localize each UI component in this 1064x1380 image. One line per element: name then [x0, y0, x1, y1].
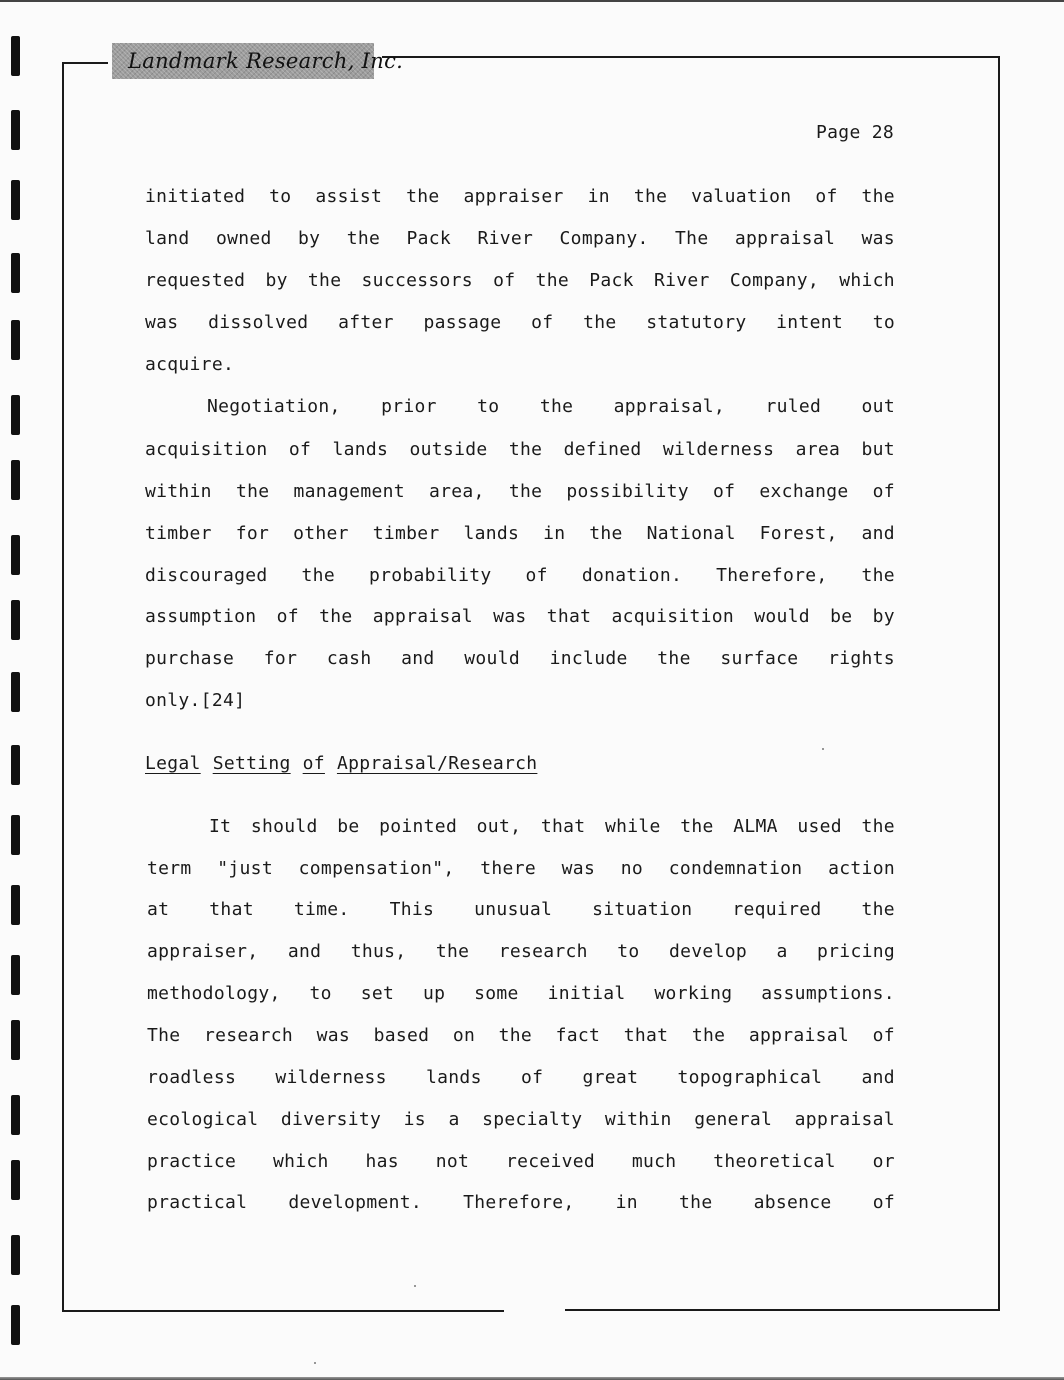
punch-mark [11, 1020, 20, 1060]
word: appraisal [372, 606, 473, 627]
word: wilderness [662, 439, 775, 460]
company-logo [112, 43, 404, 79]
word: the [861, 565, 895, 586]
word: ecological [147, 1109, 259, 1130]
word: acquisition [611, 606, 735, 627]
punch-mark [11, 1095, 20, 1135]
word: assumptions. [761, 983, 895, 1004]
word: general [694, 1109, 773, 1130]
word: Legal [145, 753, 201, 774]
word: theoretical [713, 1151, 836, 1172]
word: within [604, 1109, 672, 1130]
scan-speck [822, 748, 824, 750]
scan-speck [414, 1285, 416, 1287]
scan-speck [314, 1362, 316, 1364]
text-line [145, 480, 895, 504]
word: of [872, 1192, 895, 1213]
word: that [540, 816, 586, 837]
word: to [617, 941, 640, 962]
punch-mark [11, 395, 20, 435]
word: appraiser, [147, 941, 259, 962]
word: that [623, 1025, 669, 1046]
word: there [480, 858, 536, 879]
word: area [795, 439, 841, 460]
word: was [493, 606, 527, 627]
word: condemnation [668, 858, 803, 879]
word: in [543, 523, 566, 544]
word: appraisal [734, 228, 836, 249]
word: valuation [691, 186, 792, 207]
word: a [776, 941, 788, 962]
word: possibility [566, 481, 689, 502]
word: successors [361, 270, 473, 291]
word: Negotiation, [207, 396, 341, 417]
word: received [505, 1151, 596, 1172]
word: thus, [350, 941, 407, 962]
word: Forest, [759, 523, 838, 544]
word: in [587, 186, 610, 207]
word: dissolved [208, 312, 309, 333]
word: unusual [474, 899, 553, 920]
word: the [508, 481, 543, 502]
punch-mark [11, 745, 20, 785]
word: appraisal [794, 1109, 895, 1130]
word: specialty [482, 1109, 583, 1130]
word: was [561, 858, 596, 879]
word: Setting [212, 753, 291, 774]
word: prior [381, 396, 437, 417]
word: It [209, 816, 232, 837]
word: appraisal, [613, 396, 726, 417]
word: the [307, 270, 342, 291]
word: by [872, 606, 895, 627]
word: or [872, 1151, 895, 1172]
word: initiated [145, 186, 246, 207]
word: "just [217, 858, 273, 879]
word: diversity [280, 1109, 382, 1130]
word: of [872, 481, 895, 502]
word: the [539, 396, 574, 417]
text-line [145, 605, 895, 629]
word: practical [147, 1192, 248, 1213]
word: the [301, 565, 335, 586]
word: cash [326, 648, 372, 669]
word: probability [369, 565, 492, 586]
word: to [309, 983, 332, 1004]
word: area, [429, 481, 485, 502]
text-line [145, 269, 895, 293]
word: be [830, 606, 853, 627]
word: assumption [145, 606, 257, 627]
word: acquisition [145, 439, 268, 460]
word: assist [315, 186, 383, 207]
word: rights [828, 648, 895, 669]
word: initial [547, 983, 626, 1004]
company-logo-text: Landmark Research, Inc. [128, 49, 404, 73]
text-line [147, 1191, 895, 1215]
border-top-left-segment [62, 62, 108, 64]
word: the [679, 1192, 713, 1213]
word: required [732, 899, 822, 920]
word: management [293, 481, 405, 502]
word: Therefore, [463, 1192, 575, 1213]
word: donation. [581, 565, 683, 586]
word: statutory [646, 312, 747, 333]
word: and [861, 523, 895, 544]
word: lands [463, 523, 520, 544]
word: intent [776, 312, 843, 333]
punch-mark [11, 1305, 20, 1345]
word: ruled [765, 396, 822, 417]
word: the [498, 1025, 533, 1046]
word: some [474, 983, 519, 1004]
word: for [235, 523, 270, 544]
text-line [147, 1150, 895, 1174]
text-line [145, 647, 895, 671]
word: be [337, 816, 360, 837]
word: Appraisal/Research [336, 753, 538, 774]
word: research [203, 1025, 294, 1046]
word: of [288, 439, 312, 460]
word: the [583, 312, 617, 333]
word: Therefore, [716, 565, 828, 586]
text-line [145, 311, 895, 335]
punch-mark [11, 320, 20, 360]
word: Company. [559, 228, 649, 249]
punch-mark [11, 1160, 20, 1200]
border-bottom-right-segment [565, 1309, 1000, 1311]
text-line [147, 940, 895, 964]
word: the [508, 439, 543, 460]
word: which [839, 270, 895, 291]
word: purchase [145, 648, 235, 669]
word: Company, [729, 270, 819, 291]
word: would [464, 648, 520, 669]
word: the [589, 523, 623, 544]
word: the [861, 899, 895, 920]
word: of [815, 186, 838, 207]
word: pricing [817, 941, 895, 962]
word: situation [592, 899, 693, 920]
word: requested [145, 270, 246, 291]
border-right [998, 56, 1000, 1311]
word: was [316, 1025, 351, 1046]
word: River [477, 228, 534, 249]
word: fact [555, 1025, 601, 1046]
punch-mark [11, 815, 20, 855]
word: not [435, 1151, 470, 1172]
word: within [145, 481, 212, 502]
word: and [861, 1067, 895, 1088]
word: of [713, 481, 736, 502]
word: discouraged [145, 565, 268, 586]
text-line [147, 1024, 895, 1048]
word: the [657, 648, 691, 669]
punch-mark [11, 110, 20, 150]
word: research [498, 941, 588, 962]
word: absence [753, 1192, 832, 1213]
word: that [546, 606, 592, 627]
word: no [620, 858, 644, 879]
text-line [147, 898, 895, 922]
word: River [654, 270, 710, 291]
word: much [631, 1151, 677, 1172]
text-line [145, 185, 895, 209]
punch-mark [11, 955, 20, 995]
word: while [604, 816, 661, 837]
word: development. [288, 1192, 423, 1213]
section-heading [145, 752, 549, 776]
text-line [145, 353, 895, 377]
word: exchange [759, 481, 849, 502]
punch-mark [11, 600, 20, 640]
text-line [145, 522, 895, 546]
word: lands [426, 1067, 482, 1088]
word: used [797, 816, 842, 837]
word: should [250, 816, 318, 837]
word: practice [147, 1151, 237, 1172]
word: is [403, 1109, 426, 1130]
word: develop [669, 941, 747, 962]
punch-mark [11, 885, 20, 925]
word: Pack [406, 228, 452, 249]
word: the [633, 186, 668, 207]
word: to [872, 312, 895, 333]
word: on [452, 1025, 476, 1046]
word: the [861, 816, 895, 837]
word: great [582, 1067, 639, 1088]
scan-edge-top [0, 0, 1064, 2]
word: the [406, 186, 440, 207]
text-line [207, 395, 895, 419]
punch-mark [11, 672, 20, 712]
word: owned [215, 228, 272, 249]
text-line [209, 815, 895, 839]
word: out, [476, 816, 522, 837]
word: topographical [677, 1067, 823, 1088]
word: was [861, 228, 895, 249]
word: the [680, 816, 714, 837]
word: out [861, 396, 895, 417]
word: The [147, 1025, 181, 1046]
text-line [145, 227, 895, 251]
word: a [448, 1109, 460, 1130]
word: has [365, 1151, 399, 1172]
word: set [360, 983, 395, 1004]
word: acquire. [145, 354, 235, 375]
word: defined [563, 439, 642, 460]
text-line [147, 1066, 895, 1090]
word: to [477, 396, 500, 417]
word: the [691, 1025, 726, 1046]
page-number: Page 28 [816, 122, 894, 143]
word: surface [720, 648, 799, 669]
word: ALMA [733, 816, 778, 837]
word: of [531, 312, 554, 333]
word: was [145, 312, 179, 333]
word: of [276, 606, 299, 627]
word: up [422, 983, 446, 1004]
word: time. [293, 899, 350, 920]
word: The [675, 228, 709, 249]
word: which [272, 1151, 329, 1172]
word: appraiser [463, 186, 564, 207]
word: based [373, 1025, 430, 1046]
punch-mark [11, 1235, 20, 1275]
word: National [646, 523, 736, 544]
word: of [872, 1025, 895, 1046]
word: the [235, 481, 270, 502]
word: working [654, 983, 733, 1004]
word: the [435, 941, 470, 962]
word: in [615, 1192, 638, 1213]
text-line [145, 564, 895, 588]
word: after [338, 312, 394, 333]
punch-mark [11, 180, 20, 220]
word: Pack [589, 270, 634, 291]
word: other [293, 523, 349, 544]
word: by [265, 270, 288, 291]
word: of [302, 753, 325, 774]
word: that [209, 899, 254, 920]
text-line [145, 438, 895, 462]
punch-mark [11, 535, 20, 575]
word: the [861, 186, 895, 207]
word: to [269, 186, 292, 207]
word: the [346, 228, 381, 249]
word: and [287, 941, 322, 962]
word: and [401, 648, 435, 669]
border-left [62, 62, 64, 1312]
word: roadless [147, 1067, 237, 1088]
word: at [147, 899, 170, 920]
word: the [535, 270, 570, 291]
text-line [147, 982, 895, 1006]
word: the [319, 606, 353, 627]
border-bottom-left-segment [62, 1310, 504, 1312]
word: appraisal [748, 1025, 850, 1046]
word: of [520, 1067, 544, 1088]
text-line [147, 1108, 895, 1132]
word: land [145, 228, 190, 249]
word: wilderness [275, 1067, 387, 1088]
text-line [145, 689, 895, 713]
word: of [525, 565, 548, 586]
word: This [389, 899, 435, 920]
word: timber [145, 523, 212, 544]
word: term [147, 858, 192, 879]
word: but [861, 439, 895, 460]
word: passage [423, 312, 502, 333]
word: by [298, 228, 321, 249]
word: would [754, 606, 810, 627]
border-top-right-segment [382, 56, 1000, 58]
word: timber [372, 523, 440, 544]
punch-mark [11, 253, 20, 293]
word: for [263, 648, 298, 669]
word: include [549, 648, 628, 669]
word: compensation", [298, 858, 455, 879]
word: only.[24] [145, 690, 246, 711]
word: lands [332, 439, 389, 460]
word: pointed [379, 816, 458, 837]
text-line [147, 857, 895, 881]
word: outside [409, 439, 488, 460]
word: methodology, [147, 983, 281, 1004]
punch-mark [11, 460, 20, 500]
word: action [828, 858, 895, 879]
punch-mark [11, 36, 20, 76]
word: of [493, 270, 516, 291]
